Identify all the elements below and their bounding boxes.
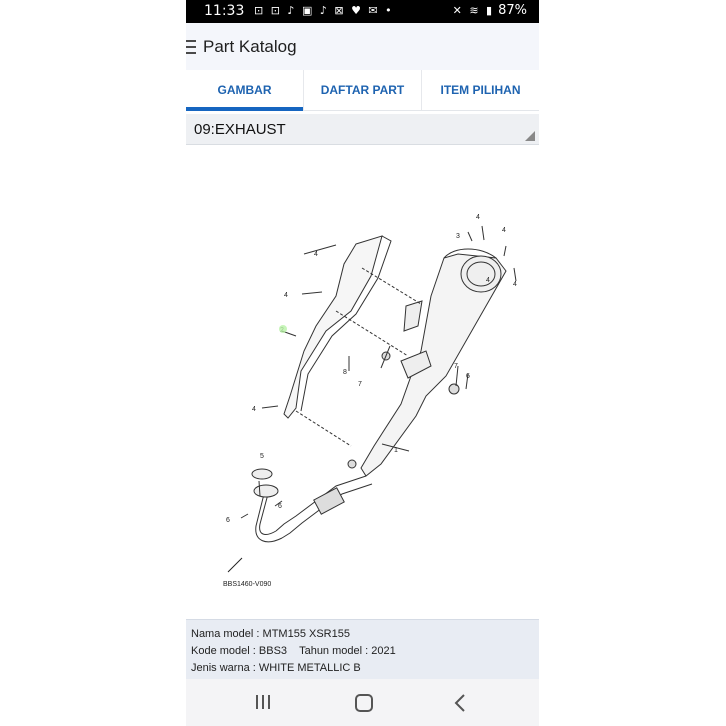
phone-screen (186, 0, 539, 726)
callout-5: 5 (260, 453, 264, 460)
hamburger-menu-icon[interactable] (186, 40, 196, 54)
separator: : (252, 645, 256, 657)
callout-6-b: 6 (278, 503, 282, 510)
callout-4-g: 4 (486, 277, 490, 284)
diagram-code: BBS1460-V090 (223, 581, 272, 588)
tab-bar (186, 70, 539, 111)
jenis-warna-label: Jenis warna (191, 662, 250, 674)
kode-model-row (191, 645, 396, 657)
callout-7-b: 7 (358, 381, 362, 388)
callout-4-f: 4 (252, 406, 256, 413)
tab-gambar[interactable]: GAMBAR (186, 70, 304, 110)
model-info-panel (186, 619, 539, 680)
callout-1: 1 (394, 447, 398, 454)
book-icon (186, 558, 242, 572)
section-header[interactable] (186, 114, 539, 145)
callout-6-c: 6 (226, 517, 230, 524)
notification-icons: ⊡ ⊡ ♪ ▣ ♪ ⊠ ♥ ✉ • (254, 4, 394, 17)
status-bar (186, 0, 539, 23)
selected-part-marker (279, 325, 287, 333)
back-icon[interactable] (442, 691, 482, 715)
callout-3: 3 (456, 233, 460, 240)
system-navigation-bar (186, 679, 539, 726)
page-title: Part Katalog (203, 37, 297, 56)
jenis-warna-row (191, 662, 361, 674)
exhaust-parts-diagram[interactable] (186, 146, 539, 616)
status-time: 11:33 (204, 3, 245, 19)
home-icon[interactable] (343, 691, 383, 715)
system-status-icons: ✕ ≋ ▮ (452, 4, 495, 17)
expand-corner-icon (525, 131, 535, 141)
exhaust-diagram-svg (186, 146, 539, 616)
kode-model-value: BBS3 (258, 645, 288, 657)
callout-6-a: 6 (466, 373, 470, 380)
callout-7-a: 7 (454, 363, 458, 370)
tab-daftar-part[interactable]: DAFTAR PART (304, 70, 422, 110)
separator: : (365, 645, 369, 657)
jenis-warna-value: WHITE METALLIC B (258, 662, 361, 674)
nama-model-label: Nama model (191, 628, 254, 640)
callout-4-d: 4 (314, 251, 318, 258)
separator: : (252, 662, 256, 674)
tahun-model-value: 2021 (371, 645, 396, 657)
app-bar (186, 23, 539, 71)
recent-apps-icon[interactable] (244, 691, 284, 715)
separator: : (256, 628, 260, 640)
battery-level: 87% (498, 3, 527, 18)
section-title: 09:EXHAUST (194, 121, 286, 138)
callout-4-c: 4 (513, 281, 517, 288)
callout-4-e: 4 (284, 292, 288, 299)
kode-model-label: Kode model (191, 645, 250, 657)
tahun-model-label: Tahun model (299, 645, 363, 657)
nama-model-value: MTM155 XSR155 (262, 628, 350, 640)
status-system (453, 3, 527, 18)
nama-model-row (191, 628, 350, 640)
callout-4-b: 4 (502, 227, 506, 234)
callout-8: 8 (343, 369, 347, 376)
callout-4-a: 4 (476, 214, 480, 221)
tab-item-pilihan[interactable]: ITEM PILIHAN (440, 83, 521, 97)
